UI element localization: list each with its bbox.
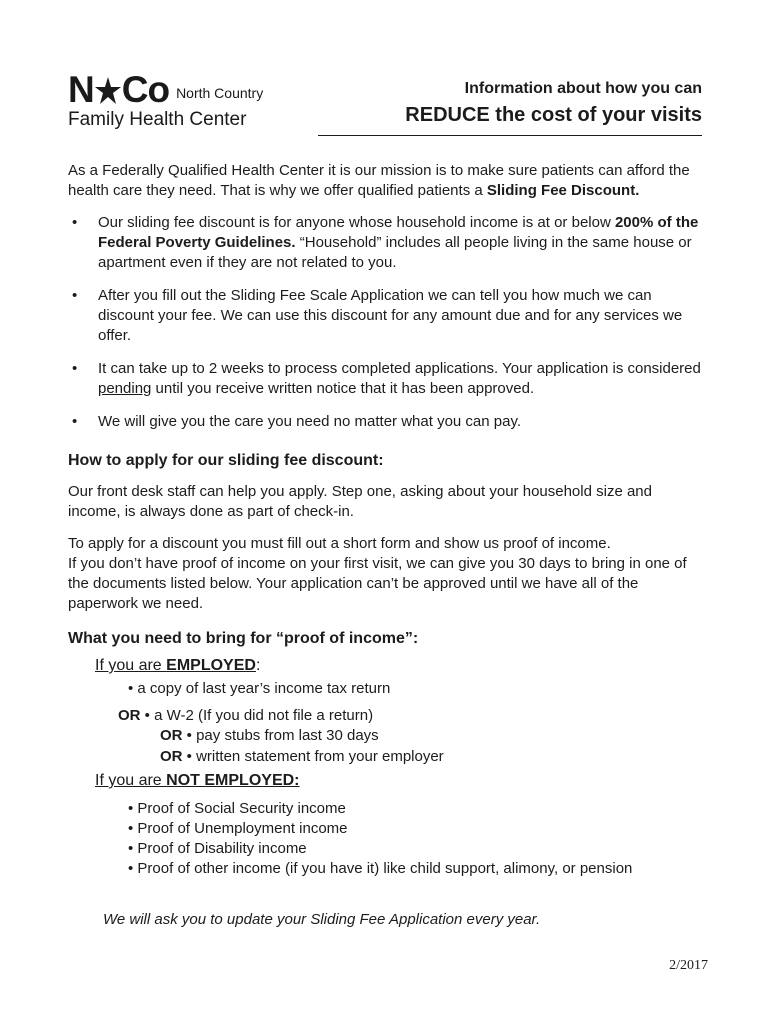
list-item: • Proof of Disability income bbox=[128, 840, 307, 857]
or-label: OR bbox=[118, 707, 141, 724]
logo-letter-n: N bbox=[68, 69, 94, 110]
or-label: OR bbox=[160, 748, 183, 765]
bullet-icon: • bbox=[72, 214, 78, 231]
logo-name: Family Health Center bbox=[68, 109, 247, 130]
apply-heading: How to apply for our sliding fee discount: bbox=[68, 452, 384, 469]
bullet-text: Our sliding fee discount is for anyone whose household income is at or below bbox=[98, 214, 615, 231]
or-label: OR bbox=[160, 727, 183, 744]
list-item: • Proof of Social Security income bbox=[128, 800, 346, 817]
list-item bbox=[68, 286, 708, 346]
apply-text-rest: If you don’t have proof of income on your first visit, we can give you 30 days to bring in one of the documents listed below. Your application can’t be approved until we have all of the paperwork we need. bbox=[68, 555, 687, 612]
bullet-text: until you receive written notice that it has been approved. bbox=[151, 380, 535, 397]
intro-bold: Sliding Fee Discount. bbox=[486, 182, 640, 199]
employed-pre: If you are bbox=[95, 657, 167, 674]
intro-paragraph bbox=[68, 161, 708, 201]
bullet-text: It can take up to 2 weeks to process completed applications. Your application is considered bbox=[98, 360, 701, 377]
employed-item-text: • pay stubs from last 30 days bbox=[186, 727, 379, 744]
apply-text-line1: To apply for a discount you must fill out a short form and show us proof of income. bbox=[68, 535, 611, 552]
list-item bbox=[68, 359, 708, 399]
list-item bbox=[160, 726, 379, 746]
intro-text: As a Federally Qualified Health Center it is our mission is to make sure patients can afford the health care they need. That is why we offer qualified patients a bbox=[68, 162, 690, 199]
list-item: • Proof of other income (if you have it) like child support, alimony, or pension bbox=[128, 860, 633, 877]
bullet-text: After you fill out the Sliding Fee Scale Application we can tell you how much we can discount your fee. We can use this discount for any amount due and for any services we offer. bbox=[98, 287, 683, 344]
logo-wordmark bbox=[68, 69, 264, 110]
logo-tagline: North Country bbox=[176, 85, 264, 101]
unemployed-bold: NOT EMPLOYED: bbox=[166, 772, 300, 789]
list-item bbox=[118, 706, 373, 726]
bullet-bold: 200% of the Federal Poverty Guidelines. bbox=[98, 214, 699, 251]
nco-logo bbox=[68, 69, 298, 132]
bullet-text: “Household” includes all people living in the same house or apartment even if they are not related to you. bbox=[98, 234, 692, 271]
star-icon bbox=[95, 75, 121, 105]
bullet-icon: • bbox=[72, 287, 78, 304]
proof-heading: What you need to bring for “proof of income”: bbox=[68, 630, 419, 647]
list-item bbox=[128, 679, 390, 699]
apply-paragraph-1: Our front desk staff can help you apply. Step one, asking about your household size and income, is always done as part of check-in. bbox=[68, 483, 652, 520]
employed-item-text: • a W-2 (If you did not file a return) bbox=[144, 707, 374, 724]
logo-letters-co: Co bbox=[121, 69, 170, 110]
employed-heading bbox=[95, 657, 260, 675]
list-item bbox=[160, 747, 444, 767]
list-item bbox=[68, 213, 708, 273]
unemployed-pre: If you are bbox=[95, 772, 167, 789]
revision-date: 2/2017 bbox=[669, 958, 708, 973]
list-item bbox=[68, 412, 708, 432]
header-divider bbox=[318, 135, 702, 136]
info-bullet-list bbox=[68, 213, 708, 445]
list-item: • Proof of Unemployment income bbox=[128, 820, 348, 837]
bullet-text: We will give you the care you need no matter what you can pay. bbox=[98, 413, 522, 430]
page-title: REDUCE the cost of your visits bbox=[405, 104, 702, 126]
employed-post: : bbox=[255, 657, 261, 674]
bullet-underline: pending bbox=[98, 380, 152, 397]
employed-bold: EMPLOYED bbox=[166, 657, 256, 674]
employed-item-text: • written statement from your employer bbox=[186, 748, 444, 765]
annual-update-notice: We will ask you to update your Sliding Fee Application every year. bbox=[103, 911, 541, 928]
header-subtitle: Information about how you can bbox=[464, 80, 702, 97]
employed-item-text: • a copy of last year’s income tax return bbox=[128, 680, 391, 697]
bullet-icon: • bbox=[72, 360, 78, 377]
apply-paragraph-2 bbox=[68, 534, 708, 614]
bullet-icon: • bbox=[72, 413, 78, 430]
not-employed-heading bbox=[95, 772, 300, 790]
